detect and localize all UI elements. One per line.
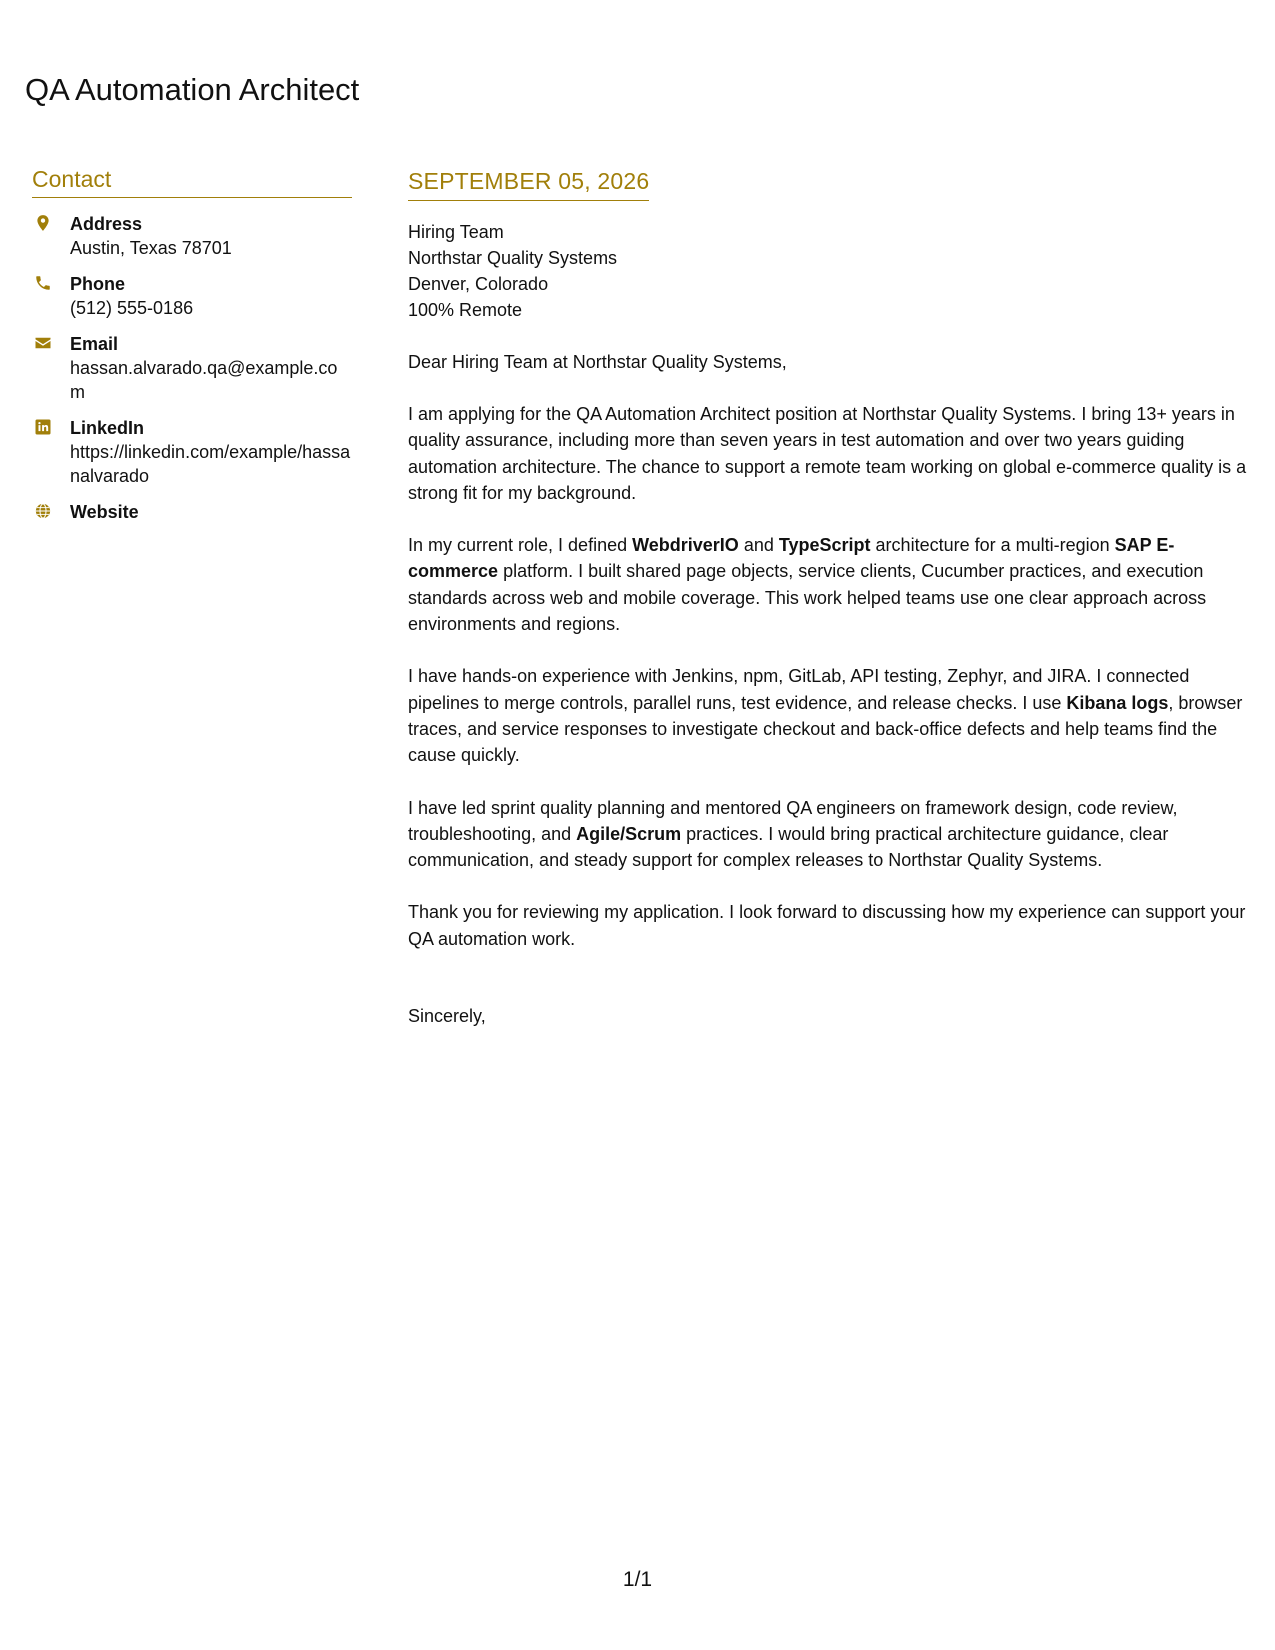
letter-paragraph xyxy=(408,532,1253,637)
address-value: Austin, Texas 78701 xyxy=(70,238,232,258)
emphasis-text: TypeScript xyxy=(778,535,871,556)
letter-date: SEPTEMBER 05, 2026 xyxy=(408,168,649,201)
letter-paragraph xyxy=(408,663,1253,768)
contact-label: Website xyxy=(70,502,139,522)
emphasis-text: WebdriverIO xyxy=(632,535,739,556)
letter-body xyxy=(408,168,1253,1029)
recipient-company: Northstar Quality Systems xyxy=(408,248,618,268)
emphasis-text: Kibana logs xyxy=(1066,692,1169,713)
email-value[interactable]: hassan.alvarado.qa@example.com xyxy=(70,358,338,402)
paragraph-text: In my current role, I defined xyxy=(408,535,633,556)
emphasis-text: Agile/Scrum xyxy=(576,823,682,844)
recipient-block xyxy=(408,219,1253,323)
contact-label: LinkedIn xyxy=(70,418,145,438)
document-title: QA Automation Architect xyxy=(25,72,360,107)
letter-paragraph xyxy=(408,899,1253,952)
contact-heading: Contact xyxy=(32,166,352,198)
paragraph-text: practices. I would bring practical architecture guidance, clear communication, and steady support for complex releases to Northstar Quality Systems. xyxy=(408,823,1169,871)
paragraph-text: I have hands-on experience with Jenkins, npm, GitLab, API testing, Zephyr, and JIRA. I connected pipelines to merge controls, parallel runs, test evidence, and release checks. I use xyxy=(408,666,1190,713)
letter-paragraph xyxy=(408,795,1253,874)
letter-paragraphs xyxy=(408,401,1253,952)
contact-email xyxy=(32,332,352,404)
linkedin-value[interactable]: https://linkedin.com/example/hassanalvarado xyxy=(70,442,351,486)
phone-icon xyxy=(34,274,52,292)
contact-label: Email xyxy=(70,334,119,354)
contact-linkedin xyxy=(32,416,352,488)
envelope-icon xyxy=(34,334,52,352)
contact-label: Phone xyxy=(70,274,126,294)
contact-label: Address xyxy=(70,214,143,234)
recipient-work-type: 100% Remote xyxy=(408,300,523,320)
map-pin-icon xyxy=(34,214,52,232)
paragraph-text: and xyxy=(738,535,779,556)
salutation: Dear Hiring Team at Northstar Quality Systems, xyxy=(408,352,787,372)
paragraph-text: , browser traces, and service responses to investigate checkout and back-office defects and help teams find the cause quickly. xyxy=(408,692,1243,766)
phone-value: (512) 555-0186 xyxy=(70,298,194,318)
contact-website xyxy=(32,500,352,524)
paragraph-text: Thank you for reviewing my application. I look forward to discussing how my experience can support your QA automation work. xyxy=(408,902,1246,949)
paragraph-text: platform. I built shared page objects, service clients, Cucumber practices, and execution standards across web and mobile coverage. This work helped teams use one clear approach across environments and regions. xyxy=(408,561,1207,635)
emphasis-text: SAP E-commerce xyxy=(408,535,1175,582)
closing: Sincerely, xyxy=(408,1006,486,1027)
recipient-location: Denver, Colorado xyxy=(408,274,549,294)
paragraph-text: I have led sprint quality planning and mentored QA engineers on framework design, code review, troubleshooting, and xyxy=(408,797,1178,844)
contact-sidebar xyxy=(32,166,352,524)
paragraph-text: I am applying for the QA Automation Architect position at Northstar Quality Systems. I bring 13+ years in quality assurance, including more than seven years in test automation and over two years guiding automation architecture. The chance to support a remote team working on global e-commerce quality is a strong fit for my background. xyxy=(408,404,1247,503)
contact-address xyxy=(32,212,352,260)
paragraph-text: architecture for a multi-region xyxy=(870,535,1115,556)
linkedin-icon xyxy=(34,418,52,436)
contact-phone xyxy=(32,272,352,320)
globe-icon xyxy=(34,502,52,520)
recipient-name: Hiring Team xyxy=(408,222,504,242)
page-number: 1/1 xyxy=(622,1568,653,1591)
letter-paragraph xyxy=(408,401,1253,506)
